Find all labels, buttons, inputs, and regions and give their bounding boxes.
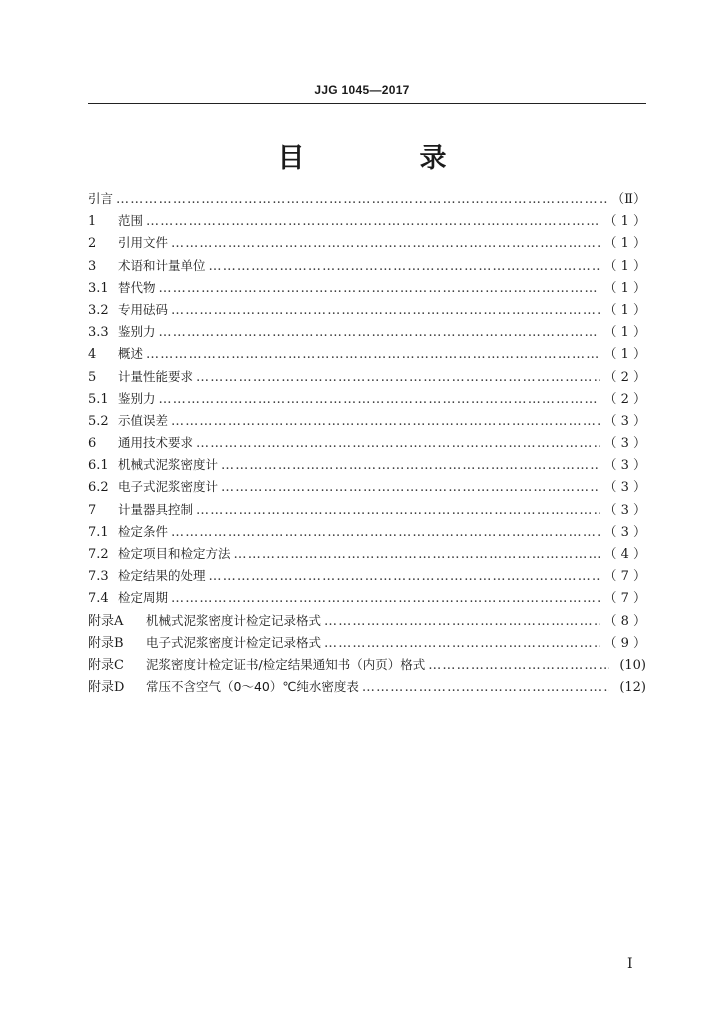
toc-entry-title: 机械式泥浆密度计	[118, 457, 219, 473]
toc-entry-title: 概述	[118, 346, 144, 362]
toc-entry-page: （ 1 ）	[603, 214, 646, 230]
toc-entry-number: 5.2	[88, 413, 109, 429]
toc-entry[interactable]	[88, 565, 646, 587]
toc-entry-number: 附录D	[88, 680, 125, 696]
toc-entry-page: （ 7 ）	[603, 569, 646, 585]
toc-leader-dots	[146, 344, 600, 366]
toc-entry-number: 6.1	[88, 458, 109, 474]
toc-entry[interactable]	[88, 410, 646, 432]
toc-leader-dots	[159, 389, 601, 411]
toc-entry-title: 通用技术要求	[118, 435, 194, 451]
toc-entry-page: （ 1 ）	[603, 302, 646, 318]
toc-entry[interactable]	[88, 521, 646, 543]
toc-entry[interactable]	[88, 499, 646, 521]
toc-entry-page: （ 3 ）	[603, 413, 646, 429]
toc-entry[interactable]	[88, 388, 646, 410]
toc-leader-dots	[221, 455, 600, 477]
toc-entry-page: （ 1 ）	[603, 347, 646, 363]
toc-leader-dots	[209, 566, 601, 588]
toc-entry-title: 鉴别力	[118, 324, 156, 340]
page-number: I	[627, 956, 633, 972]
table-of-contents	[88, 188, 646, 698]
toc-entry-page: （ 1 ）	[603, 236, 646, 252]
toc-entry-title: 替代物	[118, 279, 156, 295]
toc-entry-title: 检定周期	[118, 590, 169, 606]
toc-entry-number: 7.2	[88, 547, 109, 562]
toc-entry-number: 7.1	[88, 524, 109, 540]
toc-entry-number: 5.1	[88, 391, 109, 407]
toc-entry-title: 计量性能要求	[118, 368, 194, 384]
toc-entry-number: 7	[88, 502, 97, 518]
toc-leader-dots	[324, 633, 600, 655]
toc-entry-page: （ 3 ）	[603, 458, 646, 474]
toc-entry-number: 2	[88, 236, 97, 252]
toc-entry[interactable]	[88, 632, 646, 654]
toc-entry-number: 3.3	[88, 325, 109, 341]
toc-entry[interactable]	[88, 366, 646, 388]
toc-leader-dots	[171, 300, 600, 322]
toc-leader-dots	[171, 522, 600, 544]
toc-entry-number: 7.3	[88, 569, 109, 585]
toc-leader-dots	[171, 588, 600, 610]
toc-entry-page: (12)	[619, 680, 646, 696]
toc-entry-number: 附录B	[88, 635, 124, 651]
toc-entry[interactable]	[88, 454, 646, 476]
toc-entry-number: 6.2	[88, 480, 109, 496]
toc-entry-number: 附录C	[88, 657, 124, 673]
toc-entry[interactable]	[88, 343, 646, 365]
toc-entry-title: 常压不含空气（0～40）℃纯水密度表	[146, 679, 359, 695]
toc-entry-number: 附录A	[88, 613, 124, 629]
toc-leader-dots	[221, 477, 600, 499]
toc-entry-number: 7.4	[88, 591, 109, 607]
toc-leader-dots	[116, 189, 608, 211]
toc-entry[interactable]	[88, 255, 646, 277]
toc-leader-dots	[171, 233, 600, 255]
toc-entry[interactable]	[88, 476, 646, 498]
toc-entry-page: （ 3 ）	[603, 436, 646, 452]
header-rule	[88, 103, 646, 104]
toc-entry-number: 3.2	[88, 302, 109, 318]
toc-entry-page: （ 1 ）	[603, 280, 646, 296]
toc-entry-page: （ 2 ）	[603, 369, 646, 385]
toc-entry[interactable]	[88, 299, 646, 321]
toc-entry-page: （ 3 ）	[603, 502, 646, 518]
toc-entry[interactable]	[88, 654, 646, 676]
toc-entry[interactable]	[88, 188, 646, 210]
toc-leader-dots	[234, 544, 601, 566]
toc-entry-page: （ 2 ）	[603, 391, 646, 407]
toc-entry[interactable]	[88, 587, 646, 609]
document-code-header: JJG 1045—2017	[314, 83, 410, 97]
toc-entry[interactable]	[88, 210, 646, 232]
page-title: 目 录	[277, 143, 491, 174]
toc-entry[interactable]	[88, 232, 646, 254]
toc-leader-dots	[146, 211, 600, 233]
toc-entry[interactable]	[88, 321, 646, 343]
toc-leader-dots	[196, 433, 600, 455]
toc-entry-title: 电子式泥浆密度计检定记录格式	[146, 634, 322, 650]
toc-entry-title: 电子式泥浆密度计	[118, 479, 219, 495]
toc-entry-title: 检定项目和检定方法	[118, 546, 231, 561]
toc-entry-page: （Ⅱ）	[611, 192, 646, 207]
toc-leader-dots	[428, 655, 609, 677]
toc-entry[interactable]	[88, 610, 646, 632]
toc-entry-number: 3.1	[88, 280, 109, 296]
toc-entry[interactable]	[88, 277, 646, 299]
toc-entry-title: 机械式泥浆密度计检定记录格式	[146, 612, 322, 628]
toc-entry-title: 范围	[118, 213, 144, 229]
toc-leader-dots	[159, 278, 601, 300]
toc-entry-title: 引言	[88, 191, 114, 206]
toc-leader-dots	[196, 367, 600, 389]
toc-entry-title: 鉴别力	[118, 390, 156, 406]
toc-leader-dots	[159, 322, 601, 344]
toc-entry-title: 示值误差	[118, 412, 169, 428]
toc-entry-page: （ 9 ）	[603, 635, 646, 651]
toc-entry-title: 检定结果的处理	[118, 568, 206, 584]
toc-leader-dots	[209, 256, 601, 278]
toc-entry-title: 泥浆密度计检定证书/检定结果通知书（内页）格式	[146, 656, 426, 672]
toc-entry-page: （ 8 ）	[603, 613, 646, 629]
toc-entry-title: 计量器具控制	[118, 501, 194, 517]
toc-entry-number: 1	[88, 214, 97, 230]
toc-entry-number: 5	[88, 369, 97, 385]
toc-entry[interactable]	[88, 543, 646, 565]
toc-entry-page: （ 4 ）	[603, 547, 646, 562]
toc-entry-number: 4	[88, 347, 97, 363]
toc-leader-dots	[324, 611, 600, 633]
toc-entry-page: (10)	[619, 657, 646, 673]
toc-entry-page: （ 1 ）	[603, 258, 646, 274]
toc-entry-number: 3	[88, 258, 97, 274]
toc-leader-dots	[171, 411, 600, 433]
toc-entry[interactable]	[88, 432, 646, 454]
toc-entry-title: 引用文件	[118, 235, 169, 251]
toc-leader-dots	[362, 677, 609, 699]
toc-entry-page: （ 3 ）	[603, 524, 646, 540]
toc-entry-title: 专用砝码	[118, 301, 169, 317]
toc-entry[interactable]	[88, 676, 646, 698]
toc-entry-number: 6	[88, 436, 97, 452]
toc-entry-title: 检定条件	[118, 523, 169, 539]
toc-entry-page: （ 1 ）	[603, 325, 646, 341]
toc-entry-page: （ 3 ）	[603, 480, 646, 496]
toc-entry-page: （ 7 ）	[603, 591, 646, 607]
toc-leader-dots	[196, 500, 600, 522]
toc-entry-title: 术语和计量单位	[118, 257, 206, 273]
